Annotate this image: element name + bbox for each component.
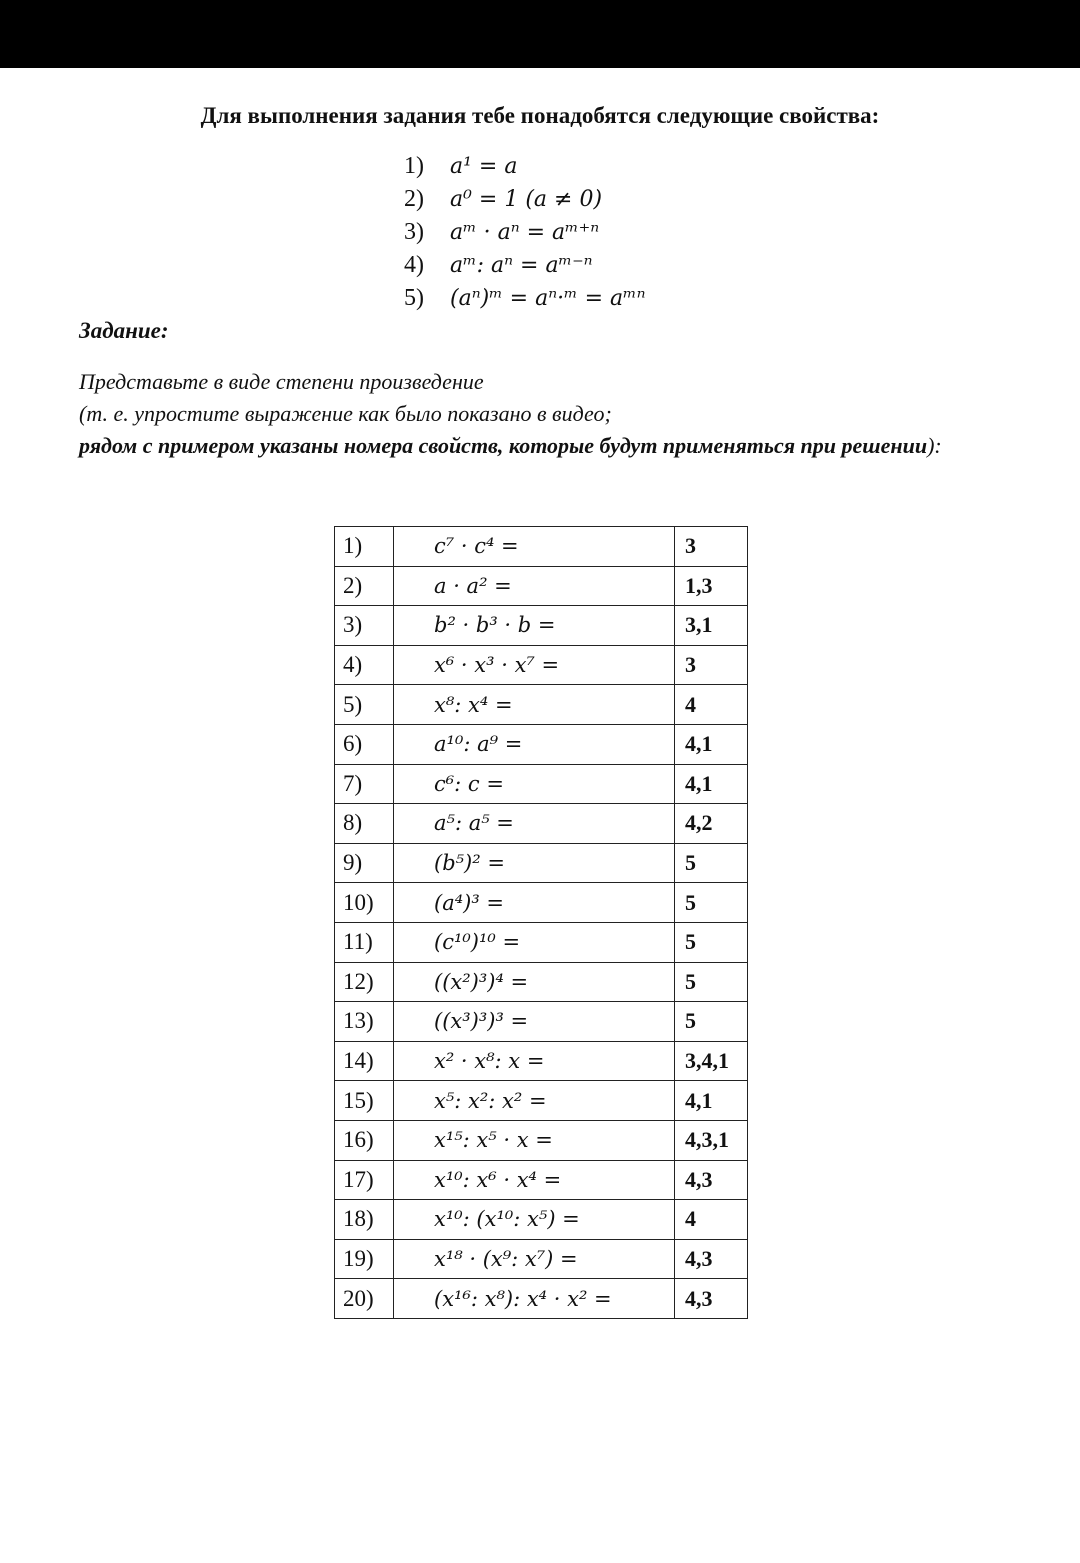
table-row bbox=[335, 962, 748, 1002]
task-number: 16) bbox=[335, 1120, 394, 1160]
task-expression: (c¹⁰)¹⁰ = bbox=[394, 922, 675, 962]
task-expression: x¹⁰: (x¹⁰: x⁵) = bbox=[394, 1200, 675, 1240]
task-properties: 5 bbox=[675, 922, 748, 962]
property-formula: aᵐ: aⁿ = aᵐ⁻ⁿ bbox=[450, 253, 593, 278]
table-row bbox=[335, 527, 748, 567]
task-expression: (x¹⁶: x⁸): x⁴ · x² = bbox=[394, 1279, 675, 1319]
task-properties: 4,3,1 bbox=[675, 1120, 748, 1160]
table-row bbox=[335, 1239, 748, 1279]
property-number: 1) bbox=[404, 153, 424, 179]
table-row bbox=[335, 566, 748, 606]
task-properties: 4,1 bbox=[675, 724, 748, 764]
task-expression: ((x²)³)⁴ = bbox=[394, 962, 675, 1002]
task-number: 20) bbox=[335, 1279, 394, 1319]
task-number: 10) bbox=[335, 883, 394, 923]
property-formula: aᵐ · aⁿ = aᵐ⁺ⁿ bbox=[450, 220, 600, 245]
table-row bbox=[335, 843, 748, 883]
property-formula: (aⁿ)ᵐ = aⁿ·ᵐ = aᵐⁿ bbox=[450, 286, 646, 311]
task-expression: (a⁴)³ = bbox=[394, 883, 675, 923]
task-number: 11) bbox=[335, 922, 394, 962]
property-item bbox=[404, 249, 646, 282]
task-properties: 3,4,1 bbox=[675, 1041, 748, 1081]
task-expression: x¹⁸ · (x⁹: x⁷) = bbox=[394, 1239, 675, 1279]
table-row bbox=[335, 804, 748, 844]
task-properties: 5 bbox=[675, 883, 748, 923]
task-expression: c⁷ · c⁴ = bbox=[394, 527, 675, 567]
table-row bbox=[335, 685, 748, 725]
task-number: 17) bbox=[335, 1160, 394, 1200]
table-row bbox=[335, 724, 748, 764]
task-properties: 4,3 bbox=[675, 1279, 748, 1319]
task-number: 3) bbox=[335, 606, 394, 646]
task-expression: ((x³)³)³ = bbox=[394, 1002, 675, 1042]
task-number: 19) bbox=[335, 1239, 394, 1279]
task-title: Задание: bbox=[79, 318, 169, 343]
property-number: 3) bbox=[404, 219, 424, 245]
task-properties: 4,1 bbox=[675, 1081, 748, 1121]
instruction-line-3 bbox=[79, 430, 1001, 462]
task-number: 1) bbox=[335, 527, 394, 567]
table-row bbox=[335, 764, 748, 804]
task-properties: 3,1 bbox=[675, 606, 748, 646]
property-item bbox=[404, 183, 646, 216]
task-properties: 4 bbox=[675, 685, 748, 725]
task-properties: 1,3 bbox=[675, 566, 748, 606]
task-expression: (b⁵)² = bbox=[394, 843, 675, 883]
task-properties: 4 bbox=[675, 1200, 748, 1240]
tasks-table-body bbox=[335, 527, 748, 1319]
table-row bbox=[335, 1160, 748, 1200]
task-number: 2) bbox=[335, 566, 394, 606]
task-properties: 4,3 bbox=[675, 1160, 748, 1200]
task-properties: 3 bbox=[675, 645, 748, 685]
task-number: 8) bbox=[335, 804, 394, 844]
property-number: 5) bbox=[404, 285, 424, 311]
property-formula: a⁰ = 1 (a ≠ 0) bbox=[450, 187, 603, 212]
table-row bbox=[335, 922, 748, 962]
property-item bbox=[404, 216, 646, 249]
task-number: 14) bbox=[335, 1041, 394, 1081]
table-row bbox=[335, 1002, 748, 1042]
tasks-table bbox=[334, 526, 748, 1319]
table-row bbox=[335, 1200, 748, 1240]
task-properties: 3 bbox=[675, 527, 748, 567]
instruction-line-1: Представьте в виде степени произведение bbox=[79, 369, 484, 394]
task-number: 9) bbox=[335, 843, 394, 883]
task-expression: x⁵: x²: x² = bbox=[394, 1081, 675, 1121]
task-number: 15) bbox=[335, 1081, 394, 1121]
top-black-bar bbox=[0, 0, 1080, 68]
task-expression: x¹⁵: x⁵ · x = bbox=[394, 1120, 675, 1160]
instruction-closing: ): bbox=[927, 433, 942, 458]
task-number: 7) bbox=[335, 764, 394, 804]
task-expression: x⁸: x⁴ = bbox=[394, 685, 675, 725]
task-expression: a · a² = bbox=[394, 566, 675, 606]
task-expression: a⁵: a⁵ = bbox=[394, 804, 675, 844]
task-properties: 4,2 bbox=[675, 804, 748, 844]
property-number: 2) bbox=[404, 186, 424, 212]
task-properties: 4,1 bbox=[675, 764, 748, 804]
table-row bbox=[335, 1041, 748, 1081]
task-properties: 4,3 bbox=[675, 1239, 748, 1279]
task-number: 4) bbox=[335, 645, 394, 685]
page-heading: Для выполнения задания тебе понадобятся следующие свойства: bbox=[200, 103, 880, 128]
property-number: 4) bbox=[404, 252, 424, 278]
instruction-line-2: (т. е. упростите выражение как было показано в видео; bbox=[79, 401, 612, 426]
task-number: 12) bbox=[335, 962, 394, 1002]
task-expression: x² · x⁸: x = bbox=[394, 1041, 675, 1081]
instruction-bold-text: рядом с примером указаны номера свойств, которые будут применяться при решении bbox=[79, 433, 928, 458]
task-expression: b² · b³ · b = bbox=[394, 606, 675, 646]
property-item bbox=[404, 150, 646, 183]
table-row bbox=[335, 1279, 748, 1319]
table-row bbox=[335, 606, 748, 646]
task-properties: 5 bbox=[675, 1002, 748, 1042]
properties-list bbox=[404, 150, 646, 315]
property-item bbox=[404, 282, 646, 315]
property-formula: a¹ = a bbox=[450, 154, 518, 179]
task-expression: x¹⁰: x⁶ · x⁴ = bbox=[394, 1160, 675, 1200]
table-row bbox=[335, 1120, 748, 1160]
instructions bbox=[79, 366, 1001, 462]
task-properties: 5 bbox=[675, 843, 748, 883]
task-expression: x⁶ · x³ · x⁷ = bbox=[394, 645, 675, 685]
table-row bbox=[335, 645, 748, 685]
task-number: 5) bbox=[335, 685, 394, 725]
task-number: 13) bbox=[335, 1002, 394, 1042]
task-expression: a¹⁰: a⁹ = bbox=[394, 724, 675, 764]
task-properties: 5 bbox=[675, 962, 748, 1002]
task-expression: c⁶: c = bbox=[394, 764, 675, 804]
task-number: 18) bbox=[335, 1200, 394, 1240]
table-row bbox=[335, 883, 748, 923]
task-number: 6) bbox=[335, 724, 394, 764]
table-row bbox=[335, 1081, 748, 1121]
